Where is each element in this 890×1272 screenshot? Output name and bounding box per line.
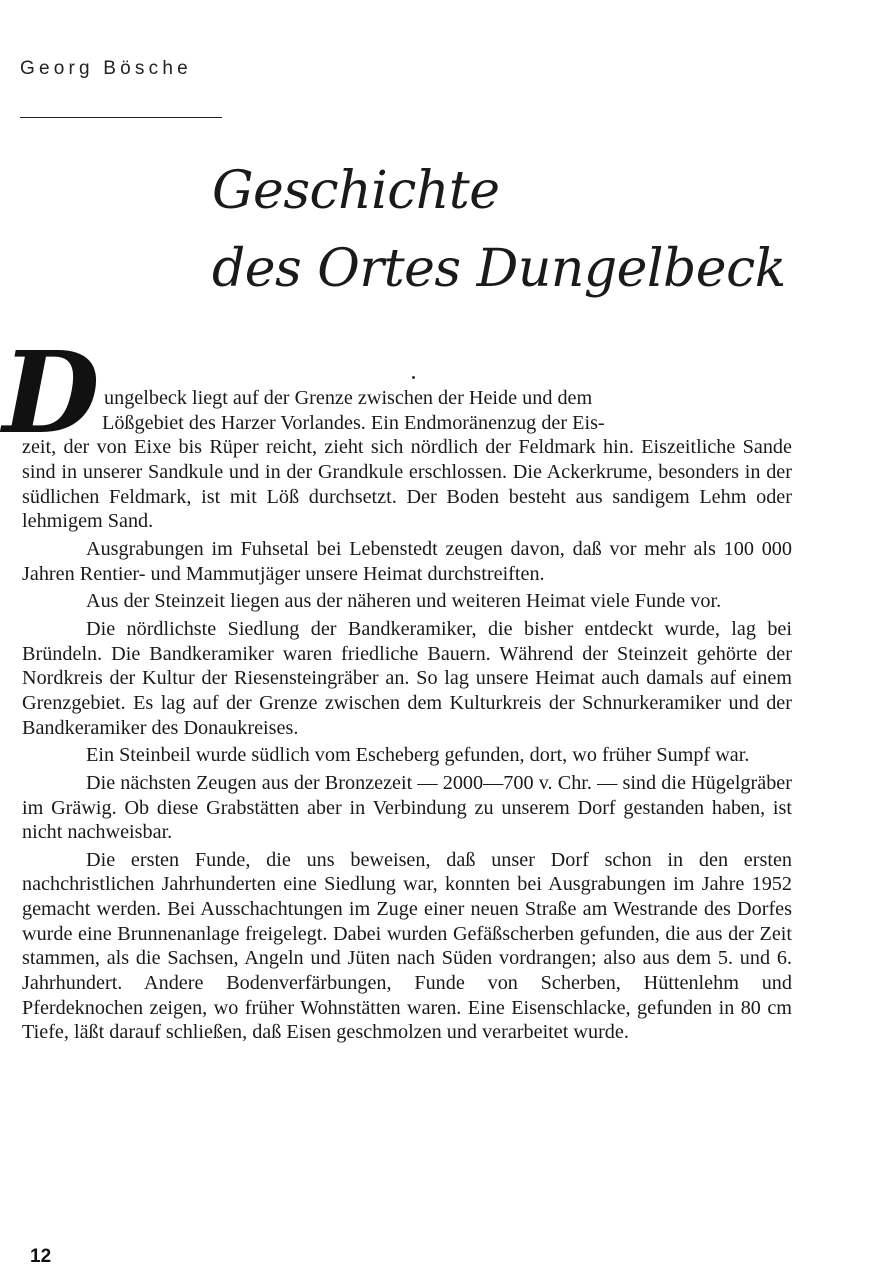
drop-cap: D [2, 328, 100, 459]
paragraph-4: Die nördlichste Siedlung der Bandkeramiker, die bisher entdeckt wurde, lag bei Bründeln. Die Bandkeramiker waren friedliche Bauern. Während der Steinzeit gehörte der Nordkreis der Kultur der Riesensteingräber an. So lag unsere Heimat auch damals auf einem Grenzgebiet. Es lag auf der Grenze zwischen dem Kulturkreis der Schnurkeramiker und der Bandkeramiker des Donaukreises. [22, 617, 792, 739]
paragraph-2: Ausgrabungen im Fuhsetal bei Lebenstedt zeugen davon, daß vor mehr als 100 000 Jahren Rentier- und Mammutjäger unsere Heimat durchstreiften. [22, 537, 792, 585]
page-number: 12 [30, 1246, 52, 1267]
paragraph-5: Ein Steinbeil wurde südlich vom Escheberg gefunden, dort, wo früher Sumpf war. [86, 744, 750, 767]
paragraph-1-rest: zeit, der von Eixe bis Rüper reicht, zieht sich nördlich der Feldmark hin. Eiszeitliche Sande sind in unserer Sandkule und in der Grandkule erschlossen. Die Ackerkrume, besonders in der südlichen Feldmark, ist mit Löß durchsetzt. Der Boden besteht aus sandigem Lehm oder lehmigem Sand. [22, 436, 792, 533]
paragraph-1 [22, 386, 792, 534]
title-line-1: Geschichte [212, 161, 500, 221]
print-speck [412, 376, 415, 379]
author-name: Georg Bösche [20, 58, 192, 79]
author-divider [20, 117, 222, 118]
paragraph-7: Die ersten Funde, die uns beweisen, daß unser Dorf schon in den ersten nachchristlichen Jahrhunderten eine Siedlung war, konnten bei Ausgrabungen im Jahre 1952 gemacht werden. Bei Ausschachtungen im Zuge einer neuen Straße am Westrande des Dorfes wurde eine Brunnenanlage freigelegt. Dabei wurden Gefäßscherben gefunden, die aus der Zeit stammen, als die Sachsen, Angeln und Jüten nach Süden vordrangen; also aus dem 5. und 6. Jahrhundert. Andere Bodenverfärbungen, Funde von Scherben, Hüttenlehm und Pferdeknochen zeigen, wo früher Wohnstätten waren. Eine Eisenschlacke, gefunden in 80 cm Tiefe, läßt darauf schließen, daß Eisen geschmolzen und verarbeitet wurde. [22, 848, 792, 1044]
paragraph-1-line-1: ungelbeck liegt auf der Grenze zwischen der Heide und dem [104, 387, 593, 409]
article-title [212, 152, 786, 308]
article-body [22, 386, 792, 1048]
paragraph-3: Aus der Steinzeit liegen aus der näheren und weiteren Heimat viele Funde vor. [86, 590, 722, 613]
paragraph-6: Die nächsten Zeugen aus der Bronzezeit — 2000—700 v. Chr. — sind die Hügelgräber im Gräwig. Ob diese Grabstätten aber in Verbindung zu unserem Dorf gestanden haben, ist nicht nachweisbar. [22, 771, 792, 844]
title-line-2: des Ortes Dungelbeck [212, 239, 786, 299]
paragraph-1-line-2: Lößgebiet des Harzer Vorlandes. Ein Endmoränenzug der Eis- [102, 411, 605, 434]
